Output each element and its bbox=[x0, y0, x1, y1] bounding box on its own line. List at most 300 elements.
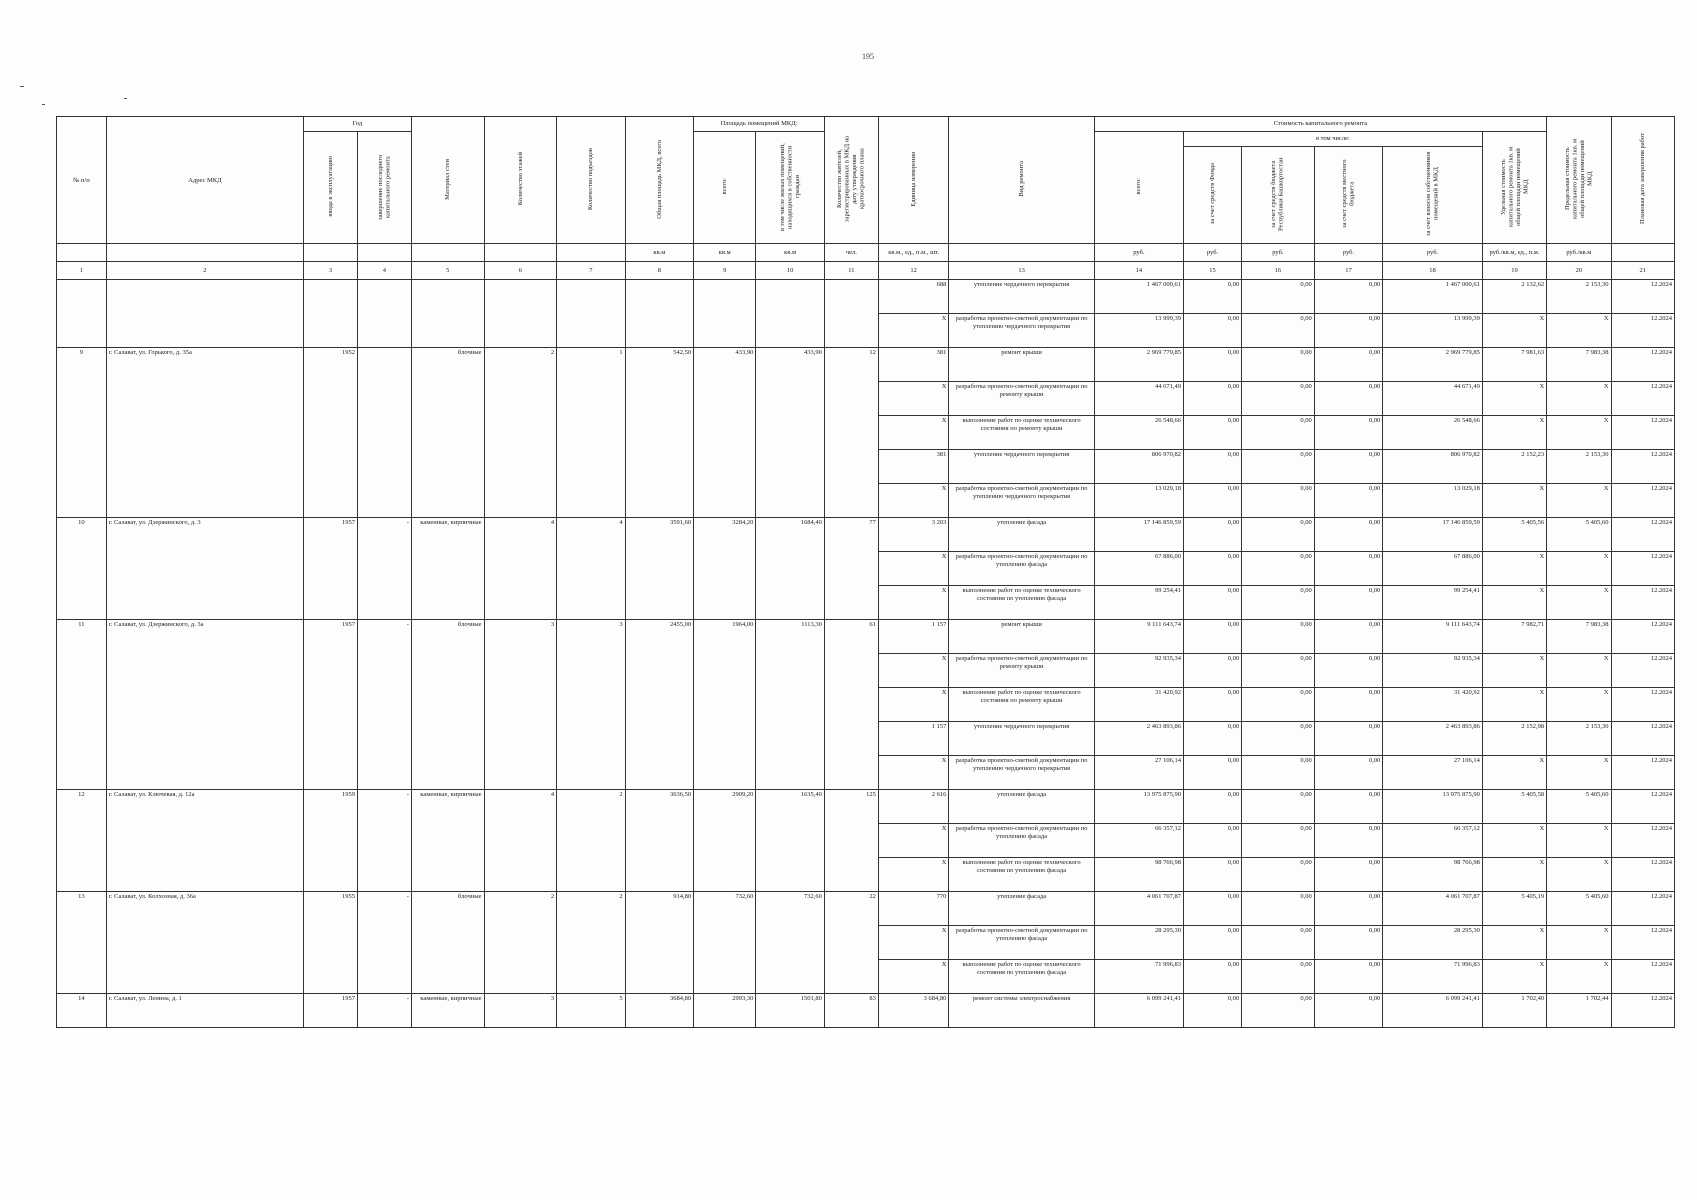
cost-owners: 66 357,12 bbox=[1383, 824, 1483, 858]
header-cost-fund: за счет средств Фонда bbox=[1183, 147, 1241, 244]
limit-cost: 5 405,60 bbox=[1547, 518, 1611, 552]
unit-cost: X bbox=[1482, 484, 1546, 518]
table-row bbox=[57, 620, 1675, 654]
work-quantity: 3 684,80 bbox=[878, 994, 949, 1028]
floors-count: 4 bbox=[484, 790, 557, 892]
cost-republic: 0,00 bbox=[1242, 518, 1315, 552]
unit-cost: X bbox=[1482, 654, 1546, 688]
cost-local: 0,00 bbox=[1314, 858, 1382, 892]
repair-type: выполнение работ по оценке технического состояния по утеплению фасада bbox=[949, 858, 1094, 892]
cost-fund: 0,00 bbox=[1183, 348, 1241, 382]
limit-cost: X bbox=[1547, 824, 1611, 858]
cost-fund: 0,00 bbox=[1183, 926, 1241, 960]
header-total-area: Общая площадь МКД, всего bbox=[625, 117, 693, 244]
limit-cost: X bbox=[1547, 756, 1611, 790]
work-quantity: 381 bbox=[878, 450, 949, 484]
cost-local: 0,00 bbox=[1314, 790, 1382, 824]
unit-cost: 2 152,23 bbox=[1482, 450, 1546, 484]
table-body bbox=[57, 280, 1675, 1028]
unit-cost: X bbox=[1482, 586, 1546, 620]
plan-date: 12.2024 bbox=[1611, 926, 1674, 960]
cost-owners: 6 099 241,41 bbox=[1383, 994, 1483, 1028]
cost-local: 0,00 bbox=[1314, 722, 1382, 756]
floors-count: 3 bbox=[484, 994, 557, 1028]
cost-fund: 0,00 bbox=[1183, 552, 1241, 586]
header-residents: Количество жителей, зарегистрированных в МКД на дату утверждения краткосрочного плана bbox=[824, 117, 878, 244]
limit-cost: X bbox=[1547, 960, 1611, 994]
cost-owners: 806 970,82 bbox=[1383, 450, 1483, 484]
residents-count: 83 bbox=[824, 994, 878, 1028]
column-number: 13 bbox=[949, 262, 1094, 280]
cost-local: 0,00 bbox=[1314, 688, 1382, 722]
limit-cost: X bbox=[1547, 688, 1611, 722]
floors-count: 3 bbox=[484, 620, 557, 790]
column-number: 5 bbox=[411, 262, 484, 280]
floors-count: 2 bbox=[484, 348, 557, 518]
header-year-last-repair: завершение последнего капитального ремонта bbox=[357, 132, 411, 244]
entrances-count: 1 bbox=[557, 348, 625, 518]
column-number: 2 bbox=[106, 262, 303, 280]
floors-count: 4 bbox=[484, 518, 557, 620]
residents-count: 61 bbox=[824, 620, 878, 790]
cost-local: 0,00 bbox=[1314, 620, 1382, 654]
cost-total: 67 886,00 bbox=[1094, 552, 1183, 586]
work-quantity: X bbox=[878, 960, 949, 994]
house-no: 11 bbox=[57, 620, 107, 790]
unit-cost: 5 405,58 bbox=[1482, 790, 1546, 824]
column-number: 12 bbox=[878, 262, 949, 280]
repair-type: разработка проектно-сметной документации по утеплению фасада bbox=[949, 824, 1094, 858]
work-quantity: X bbox=[878, 586, 949, 620]
house-address: г. Салават, ул. Горького, д. 35а bbox=[106, 348, 303, 518]
residents-count: 12 bbox=[824, 348, 878, 518]
repair-type: выполнение работ по оценке технического состояния по ремонту крыши bbox=[949, 688, 1094, 722]
header-cost-republic: за счет средств бюджета Республики Башкортостан bbox=[1242, 147, 1315, 244]
table-row bbox=[57, 790, 1675, 824]
cost-owners: 28 295,30 bbox=[1383, 926, 1483, 960]
entrances-count: 4 bbox=[557, 518, 625, 620]
limit-cost: X bbox=[1547, 586, 1611, 620]
column-number: 18 bbox=[1383, 262, 1483, 280]
cost-republic: 0,00 bbox=[1242, 314, 1315, 348]
residents-count: 77 bbox=[824, 518, 878, 620]
premises-area: 2993,30 bbox=[694, 994, 756, 1028]
cost-fund: 0,00 bbox=[1183, 892, 1241, 926]
unit-cost: X bbox=[1482, 688, 1546, 722]
year-built: 1957 bbox=[303, 994, 357, 1028]
cost-local: 0,00 bbox=[1314, 348, 1382, 382]
cost-republic: 0,00 bbox=[1242, 416, 1315, 450]
repair-type: утепление чердачного перекрытия bbox=[949, 450, 1094, 484]
plan-date: 12.2024 bbox=[1611, 790, 1674, 824]
cost-total: 6 099 241,41 bbox=[1094, 994, 1183, 1028]
unit-label: руб. bbox=[1314, 244, 1382, 262]
limit-cost: 5 405,60 bbox=[1547, 790, 1611, 824]
header-wall-material: Материал стен bbox=[411, 117, 484, 244]
premises-area: 433,90 bbox=[694, 348, 756, 518]
residents-count: 125 bbox=[824, 790, 878, 892]
capital-repair-table bbox=[56, 116, 1675, 1028]
cost-total: 13 999,39 bbox=[1094, 314, 1183, 348]
cost-republic: 0,00 bbox=[1242, 382, 1315, 416]
scan-mark bbox=[124, 98, 127, 99]
owned-area: 1113,30 bbox=[756, 620, 825, 790]
cost-local: 0,00 bbox=[1314, 892, 1382, 926]
plan-date: 12.2024 bbox=[1611, 654, 1674, 688]
repair-type: ремонт системы электроснабжения bbox=[949, 994, 1094, 1028]
cost-total: 4 061 707,87 bbox=[1094, 892, 1183, 926]
unit-label: чел. bbox=[824, 244, 878, 262]
year-built: 1959 bbox=[303, 790, 357, 892]
wall-material: каменные, кирпичные bbox=[411, 518, 484, 620]
repair-type: разработка проектно-сметной документации по утеплению фасада bbox=[949, 552, 1094, 586]
unit-label: руб. bbox=[1242, 244, 1315, 262]
year-built: 1952 bbox=[303, 348, 357, 518]
year-last-repair: - bbox=[357, 518, 411, 620]
work-quantity: X bbox=[878, 688, 949, 722]
plan-date: 12.2024 bbox=[1611, 518, 1674, 552]
table-header bbox=[57, 117, 1675, 280]
cost-local: 0,00 bbox=[1314, 926, 1382, 960]
cost-owners: 17 146 859,59 bbox=[1383, 518, 1483, 552]
repair-type: выполнение работ по оценке технического состояния по утеплению фасада bbox=[949, 960, 1094, 994]
plan-date: 12.2024 bbox=[1611, 994, 1674, 1028]
cost-republic: 0,00 bbox=[1242, 688, 1315, 722]
header-address: Адрес МКД bbox=[106, 117, 303, 244]
cost-fund: 0,00 bbox=[1183, 416, 1241, 450]
unit-label: кв.м bbox=[756, 244, 825, 262]
cost-total: 71 996,83 bbox=[1094, 960, 1183, 994]
wall-material bbox=[411, 280, 484, 348]
total-area: 2455,00 bbox=[625, 620, 693, 790]
limit-cost: X bbox=[1547, 416, 1611, 450]
limit-cost: 2 153,30 bbox=[1547, 722, 1611, 756]
cost-total: 44 671,49 bbox=[1094, 382, 1183, 416]
limit-cost: X bbox=[1547, 314, 1611, 348]
cost-fund: 0,00 bbox=[1183, 518, 1241, 552]
repair-type: разработка проектно-сметной документации по утеплению чердачного перекрытия bbox=[949, 314, 1094, 348]
cost-fund: 0,00 bbox=[1183, 382, 1241, 416]
cost-owners: 9 111 643,74 bbox=[1383, 620, 1483, 654]
house-no bbox=[57, 280, 107, 348]
cost-fund: 0,00 bbox=[1183, 484, 1241, 518]
limit-cost: 7 983,38 bbox=[1547, 348, 1611, 382]
column-number: 8 bbox=[625, 262, 693, 280]
cost-fund: 0,00 bbox=[1183, 280, 1241, 314]
floors-count bbox=[484, 280, 557, 348]
cost-republic: 0,00 bbox=[1242, 926, 1315, 960]
header-plan-date: Плановая дата завершения работ bbox=[1611, 117, 1674, 244]
cost-owners: 13 029,18 bbox=[1383, 484, 1483, 518]
cost-local: 0,00 bbox=[1314, 824, 1382, 858]
column-number: 17 bbox=[1314, 262, 1382, 280]
column-number: 11 bbox=[824, 262, 878, 280]
plan-date: 12.2024 bbox=[1611, 688, 1674, 722]
header-year-group: Год bbox=[303, 117, 411, 132]
cost-republic: 0,00 bbox=[1242, 450, 1315, 484]
cost-local: 0,00 bbox=[1314, 314, 1382, 348]
unit-cost: 7 982,71 bbox=[1482, 620, 1546, 654]
wall-material: каменные, кирпичные bbox=[411, 790, 484, 892]
cost-local: 0,00 bbox=[1314, 654, 1382, 688]
cost-total: 806 970,82 bbox=[1094, 450, 1183, 484]
cost-republic: 0,00 bbox=[1242, 620, 1315, 654]
limit-cost: 2 153,30 bbox=[1547, 450, 1611, 484]
cost-fund: 0,00 bbox=[1183, 654, 1241, 688]
unit-label: руб. bbox=[1183, 244, 1241, 262]
cost-total: 28 295,30 bbox=[1094, 926, 1183, 960]
header-repair-type: Вид ремонта bbox=[949, 117, 1094, 244]
unit-label: руб. bbox=[1383, 244, 1483, 262]
cost-total: 2 969 779,85 bbox=[1094, 348, 1183, 382]
year-last-repair: - bbox=[357, 790, 411, 892]
header-floors: Количество этажей bbox=[484, 117, 557, 244]
cost-republic: 0,00 bbox=[1242, 586, 1315, 620]
header-premises-group: Площадь помещений МКД: bbox=[694, 117, 825, 132]
plan-date: 12.2024 bbox=[1611, 586, 1674, 620]
header-entrances: Количество подъездов bbox=[557, 117, 625, 244]
unit-cost: X bbox=[1482, 858, 1546, 892]
cost-republic: 0,00 bbox=[1242, 790, 1315, 824]
unit-cost: 1 702,40 bbox=[1482, 994, 1546, 1028]
repair-type: выполнение работ по оценке технического состояния по ремонту крыши bbox=[949, 416, 1094, 450]
year-last-repair: - bbox=[357, 620, 411, 790]
column-number-row bbox=[57, 262, 1675, 280]
unit-label: руб. bbox=[1094, 244, 1183, 262]
cost-fund: 0,00 bbox=[1183, 450, 1241, 484]
year-built: 1957 bbox=[303, 518, 357, 620]
cost-total: 98 766,98 bbox=[1094, 858, 1183, 892]
repair-type: разработка проектно-сметной документации по утеплению чердачного перекрытия bbox=[949, 484, 1094, 518]
cost-owners: 92 935,34 bbox=[1383, 654, 1483, 688]
cost-republic: 0,00 bbox=[1242, 552, 1315, 586]
cost-local: 0,00 bbox=[1314, 416, 1382, 450]
repair-type: утепление фасада bbox=[949, 892, 1094, 926]
total-area: 3591,60 bbox=[625, 518, 693, 620]
repair-type: утепление чердачного перекрытия bbox=[949, 280, 1094, 314]
header-cost-local: за счет средств местного бюджета bbox=[1314, 147, 1382, 244]
scan-mark bbox=[20, 86, 24, 87]
entrances-count: 2 bbox=[557, 790, 625, 892]
repair-type: разработка проектно-сметной документации по утеплению фасада bbox=[949, 926, 1094, 960]
scan-mark bbox=[42, 104, 45, 105]
premises-area bbox=[694, 280, 756, 348]
cost-local: 0,00 bbox=[1314, 484, 1382, 518]
column-number: 15 bbox=[1183, 262, 1241, 280]
work-quantity: 688 bbox=[878, 280, 949, 314]
cost-owners: 1 467 000,61 bbox=[1383, 280, 1483, 314]
plan-date: 12.2024 bbox=[1611, 620, 1674, 654]
column-number: 3 bbox=[303, 262, 357, 280]
entrances-count bbox=[557, 280, 625, 348]
limit-cost: 7 983,38 bbox=[1547, 620, 1611, 654]
repair-type: выполнение работ по оценке технического состояния по утеплению фасада bbox=[949, 586, 1094, 620]
plan-date: 12.2024 bbox=[1611, 756, 1674, 790]
unit-cost: X bbox=[1482, 960, 1546, 994]
total-area: 542,50 bbox=[625, 348, 693, 518]
cost-fund: 0,00 bbox=[1183, 994, 1241, 1028]
column-number: 4 bbox=[357, 262, 411, 280]
plan-date: 12.2024 bbox=[1611, 960, 1674, 994]
house-address bbox=[106, 280, 303, 348]
plan-date: 12.2024 bbox=[1611, 892, 1674, 926]
year-last-repair: - bbox=[357, 994, 411, 1028]
plan-date: 12.2024 bbox=[1611, 858, 1674, 892]
wall-material: блочные bbox=[411, 348, 484, 518]
plan-date: 12.2024 bbox=[1611, 280, 1674, 314]
cost-total: 26 548,66 bbox=[1094, 416, 1183, 450]
repair-type: утепление чердачного перекрытия bbox=[949, 722, 1094, 756]
header-year-commissioning: ввода в эксплуатацию bbox=[303, 132, 357, 244]
table-row bbox=[57, 280, 1675, 314]
table-row bbox=[57, 892, 1675, 926]
total-area bbox=[625, 280, 693, 348]
cost-local: 0,00 bbox=[1314, 382, 1382, 416]
cost-local: 0,00 bbox=[1314, 552, 1382, 586]
unit-label: руб./кв.м bbox=[1547, 244, 1611, 262]
header-unit-cost: Удельная стоимость капитального ремонта 1кв. м общей площади помещений МКД bbox=[1482, 132, 1546, 244]
year-built: 1957 bbox=[303, 620, 357, 790]
cost-republic: 0,00 bbox=[1242, 892, 1315, 926]
unit-cost: 5 405,19 bbox=[1482, 892, 1546, 926]
house-address: г. Салават, ул. Колхозная, д. 36а bbox=[106, 892, 303, 994]
header-premises-total: всего: bbox=[694, 132, 756, 244]
work-quantity: X bbox=[878, 926, 949, 960]
premises-area: 732,60 bbox=[694, 892, 756, 994]
work-quantity: 381 bbox=[878, 348, 949, 382]
work-quantity: X bbox=[878, 858, 949, 892]
limit-cost: X bbox=[1547, 552, 1611, 586]
work-quantity: X bbox=[878, 824, 949, 858]
limit-cost: 2 153,30 bbox=[1547, 280, 1611, 314]
cost-owners: 99 254,41 bbox=[1383, 586, 1483, 620]
cost-local: 0,00 bbox=[1314, 518, 1382, 552]
plan-date: 12.2024 bbox=[1611, 348, 1674, 382]
unit-cost: X bbox=[1482, 552, 1546, 586]
cost-fund: 0,00 bbox=[1183, 960, 1241, 994]
premises-area: 2909,20 bbox=[694, 790, 756, 892]
header-no: № п/п bbox=[57, 117, 107, 244]
column-number: 1 bbox=[57, 262, 107, 280]
cost-fund: 0,00 bbox=[1183, 722, 1241, 756]
year-last-repair: - bbox=[357, 892, 411, 994]
work-quantity: X bbox=[878, 382, 949, 416]
plan-date: 12.2024 bbox=[1611, 450, 1674, 484]
limit-cost: X bbox=[1547, 858, 1611, 892]
cost-fund: 0,00 bbox=[1183, 790, 1241, 824]
cost-total: 27 106,14 bbox=[1094, 756, 1183, 790]
owned-area bbox=[756, 280, 825, 348]
cost-fund: 0,00 bbox=[1183, 688, 1241, 722]
cost-local: 0,00 bbox=[1314, 586, 1382, 620]
plan-date: 12.2024 bbox=[1611, 824, 1674, 858]
limit-cost: X bbox=[1547, 654, 1611, 688]
wall-material: каменные, кирпичные bbox=[411, 994, 484, 1028]
column-number: 16 bbox=[1242, 262, 1315, 280]
work-quantity: X bbox=[878, 552, 949, 586]
owned-area: 732,60 bbox=[756, 892, 825, 994]
total-area: 3684,80 bbox=[625, 994, 693, 1028]
owned-area: 1684,40 bbox=[756, 518, 825, 620]
residents-count: 22 bbox=[824, 892, 878, 994]
header-including: в том числе: bbox=[1183, 132, 1482, 147]
cost-total: 66 357,12 bbox=[1094, 824, 1183, 858]
cost-local: 0,00 bbox=[1314, 280, 1382, 314]
repair-type: разработка проектно-сметной документации по ремонту крыши bbox=[949, 654, 1094, 688]
cost-fund: 0,00 bbox=[1183, 586, 1241, 620]
work-quantity: X bbox=[878, 416, 949, 450]
header-unit-measure: Единица измерения bbox=[878, 117, 949, 244]
unit-cost: X bbox=[1482, 824, 1546, 858]
house-no: 13 bbox=[57, 892, 107, 994]
work-quantity: 1 157 bbox=[878, 620, 949, 654]
total-area: 3636,50 bbox=[625, 790, 693, 892]
cost-total: 17 146 859,59 bbox=[1094, 518, 1183, 552]
unit-cost: 5 405,56 bbox=[1482, 518, 1546, 552]
cost-owners: 71 996,83 bbox=[1383, 960, 1483, 994]
house-address: г. Салават, ул. Дзержинского, д. 3 bbox=[106, 518, 303, 620]
cost-fund: 0,00 bbox=[1183, 858, 1241, 892]
cost-republic: 0,00 bbox=[1242, 960, 1315, 994]
cost-owners: 67 886,00 bbox=[1383, 552, 1483, 586]
cost-total: 2 463 893,86 bbox=[1094, 722, 1183, 756]
cost-fund: 0,00 bbox=[1183, 756, 1241, 790]
plan-date: 12.2024 bbox=[1611, 552, 1674, 586]
table-row bbox=[57, 518, 1675, 552]
cost-republic: 0,00 bbox=[1242, 756, 1315, 790]
column-number: 6 bbox=[484, 262, 557, 280]
unit-label: кв.м bbox=[625, 244, 693, 262]
premises-area: 3284,20 bbox=[694, 518, 756, 620]
owned-area: 1635,40 bbox=[756, 790, 825, 892]
column-number: 14 bbox=[1094, 262, 1183, 280]
cost-owners: 27 106,14 bbox=[1383, 756, 1483, 790]
unit-cost: 7 981,63 bbox=[1482, 348, 1546, 382]
cost-owners: 26 548,66 bbox=[1383, 416, 1483, 450]
repair-type: разработка проектно-сметной документации по утеплению чердачного перекрытия bbox=[949, 756, 1094, 790]
cost-owners: 98 766,98 bbox=[1383, 858, 1483, 892]
plan-date: 12.2024 bbox=[1611, 722, 1674, 756]
cost-local: 0,00 bbox=[1314, 450, 1382, 484]
cost-total: 1 467 000,61 bbox=[1094, 280, 1183, 314]
owned-area: 1501,80 bbox=[756, 994, 825, 1028]
cost-fund: 0,00 bbox=[1183, 620, 1241, 654]
work-quantity: 3 203 bbox=[878, 518, 949, 552]
year-built bbox=[303, 280, 357, 348]
cost-total: 31 420,92 bbox=[1094, 688, 1183, 722]
house-no: 14 bbox=[57, 994, 107, 1028]
limit-cost: X bbox=[1547, 484, 1611, 518]
cost-republic: 0,00 bbox=[1242, 280, 1315, 314]
column-number: 10 bbox=[756, 262, 825, 280]
column-number: 7 bbox=[557, 262, 625, 280]
plan-date: 12.2024 bbox=[1611, 314, 1674, 348]
limit-cost: X bbox=[1547, 926, 1611, 960]
limit-cost: X bbox=[1547, 382, 1611, 416]
work-quantity: 770 bbox=[878, 892, 949, 926]
cost-owners: 4 061 707,87 bbox=[1383, 892, 1483, 926]
total-area: 914,80 bbox=[625, 892, 693, 994]
cost-republic: 0,00 bbox=[1242, 484, 1315, 518]
column-number: 19 bbox=[1482, 262, 1546, 280]
cost-local: 0,00 bbox=[1314, 960, 1382, 994]
year-last-repair bbox=[357, 348, 411, 518]
cost-total: 99 254,41 bbox=[1094, 586, 1183, 620]
wall-material: блочные bbox=[411, 892, 484, 994]
header-premises-owned: в том числе жилых помещений, находящихся в собственности граждан bbox=[756, 132, 825, 244]
work-quantity: X bbox=[878, 756, 949, 790]
unit-cost: X bbox=[1482, 416, 1546, 450]
